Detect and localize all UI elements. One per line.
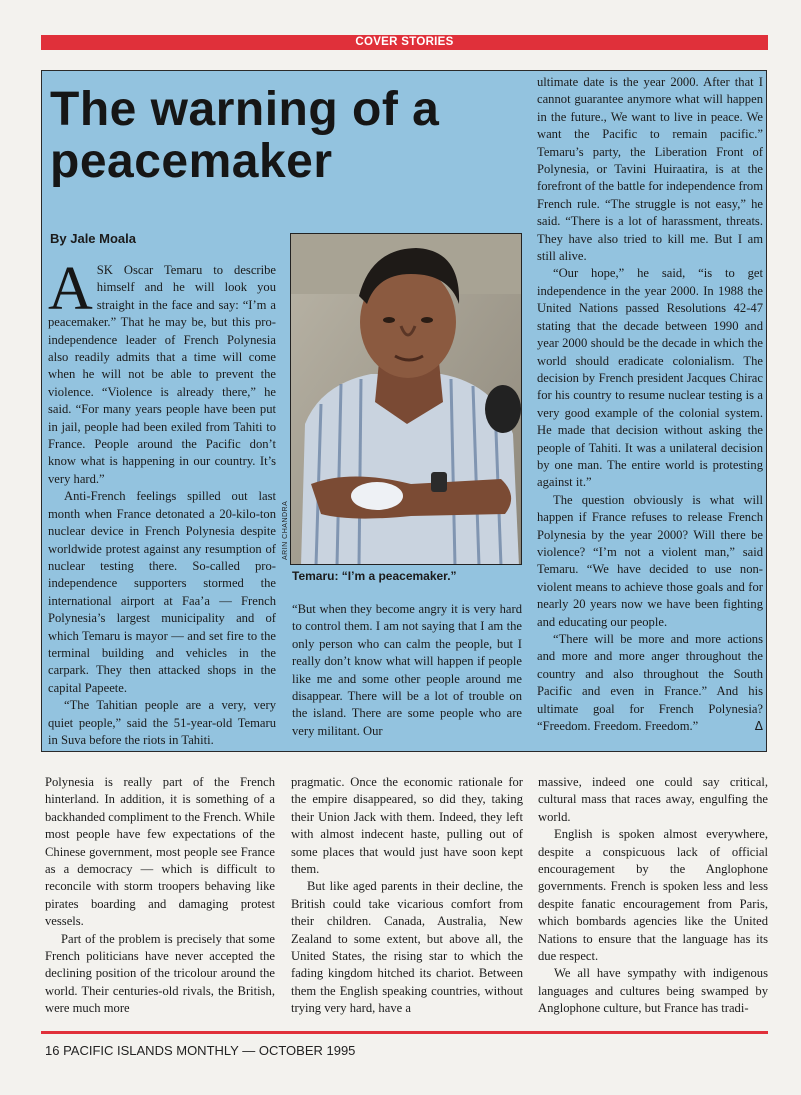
footer-rule [41,1031,768,1034]
paragraph: pragmatic. Once the economic rationale for the empire disappeared, so did they, taking their Union Jack with them. Indeed, they left with almost indecent haste, pulling out of some places that would just have soon kept them. [291,775,523,877]
paragraph: Anti-French feelings spilled out last month when France detonated a 20-kilo-ton nuclear device in French Polynesia despite worldwide protest against any resumption of nuclear testing there. So-called pro-independence supporters stormed the international airport at Faa’a — French Polynesia’s largest municipality and of which Temaru is mayor — and set fire to the terminal building and vehicles in the carpark. They then attacked shops in the capital Papeete. [48,489,276,695]
portrait-photo [290,233,522,565]
article-column-3 [537,74,763,735]
end-mark-icon: Δ [754,719,763,734]
paragraph [48,255,276,488]
paragraph: “The Tahitian people are a very, very quiet people,” said the 51-year-old Temaru in Suva before the riots in Tahiti. [48,698,276,747]
paragraph: Part of the problem is precisely that some French politicians have never accepted the declining position of the tricolour around the world. Their centuries-old rivals, the British, were much more [45,931,275,1016]
paragraph: We all have sympathy with indigenous languages and cultures being swamped by Anglophone culture, but France has tradi- [538,966,768,1016]
paragraph: But like aged parents in their decline, the British could take vicarious comfort from their children. Canada, Australia, New Zealand to some extent, but above all, the United States, the rising star to which the fading kingdom hitched its chariot. Between them the English speaking countries, without trying very hard, have a [291,879,523,1016]
page-footer: 16 PACIFIC ISLANDS MONTHLY — OCTOBER 1995 [45,1043,356,1058]
paragraph: English is spoken almost everywhere, despite a conspicuous lack of official encouragement by the Anglophone governments. French is spoken less and less despite fanatic encouragement from Paris, which bombards agencies like the United Nations to ensure that the language has its due respect. [538,827,768,964]
article-column-2 [292,601,522,740]
paragraph-text: SK Oscar Temaru to describe himself and he will look you straight in the face and say: “I’m a peacemaker.” That he may be, but this pro-independence leader of French Polynesia also readily admits that a time will come when he will not be able to prevent the violence. “Violence is already there,” he said. “For many years people have been put in jail, people had been exiled from Tahiti to France. People around the Pacific don’t know what is happening in our country. It’s very hard.” [48,263,276,486]
article-title: The warning of a peacemaker [50,83,440,188]
byline: By Jale Moala [50,231,136,246]
paragraph: “Our hope,” he said, “is to get independence in the year 2000. In 1988 the United Nations passed Resolutions 42-47 stating that the decade between 1990 and year 2000 should be the decade in which the world should eradicate colonialism. The decision by French president Jacques Chirac for his country to resume nuclear testing is a very good example of the colonial system. He made that decision without asking the people of Tahiti. It was a unilateral decision by one man. The entire world is protesting against it.” [537,266,763,490]
paragraph: Polynesia is really part of the French hinterland. In addition, it is something of a backhanded compliment to the French. While most people have few expectations of the Chinese government, most people see France as a democracy — which is difficult to reconcile with storm troopers behaving like pirates boarding and damaging protest vessels. [45,775,275,929]
section-banner: COVER STORIES [41,35,768,50]
article-column-1 [48,255,276,749]
paragraph: The question obviously is what will happen if France refuses to release French Polynesia by the year 2000? Will there be violence? “I’m not a violent man,” said Temaru. “We have decided to use non-violent means to achieve those goals and for nearly 20 years now we have been fighting and educating our people. [537,492,763,629]
lower-column-1 [45,774,275,1018]
photo-credit [281,500,291,560]
paragraph [537,631,763,735]
drop-cap: A [48,255,93,323]
paragraph: massive, indeed one could say critical, cultural mass that races away, engulfing the world. [538,775,768,824]
paragraph: ultimate date is the year 2000. After that I cannot guarantee anymore what will happen in the future., We want to live in peace. We want the Pacific to remain pacific.” Temaru’s party, the Liberation Front of Polynesia, or Tavini Huiraatira, is at the forefront of the battle for independence from French rule. “The struggle is not easy,” he said. “There is a lot of harassment, threats. They have also tried to kill me. But I am still alive. [537,75,763,264]
lower-column-3 [538,774,768,1018]
photo-credit-text: ARIN CHANDRA [282,500,289,560]
portrait-illustration [291,234,522,565]
photo-caption: Temaru: “I’m a peacemaker.” [292,569,457,583]
lower-column-2 [291,774,523,1018]
paragraph: “But when they become angry it is very hard to control them. I am not saying that I am the only person who can calm the people, but I really don’t know what will happen if people like me and some other people around me disappear. There will be a lot of trouble on the island. There are some people who are very militant. Our [292,602,522,738]
paragraph-text: “There will be more and more actions and more and more anger throughout the country and also throughout the South Pacific and even in France.” And his ultimate goal for French Polynesia? “Freedom. Freedom. Freedom.” [537,632,763,734]
